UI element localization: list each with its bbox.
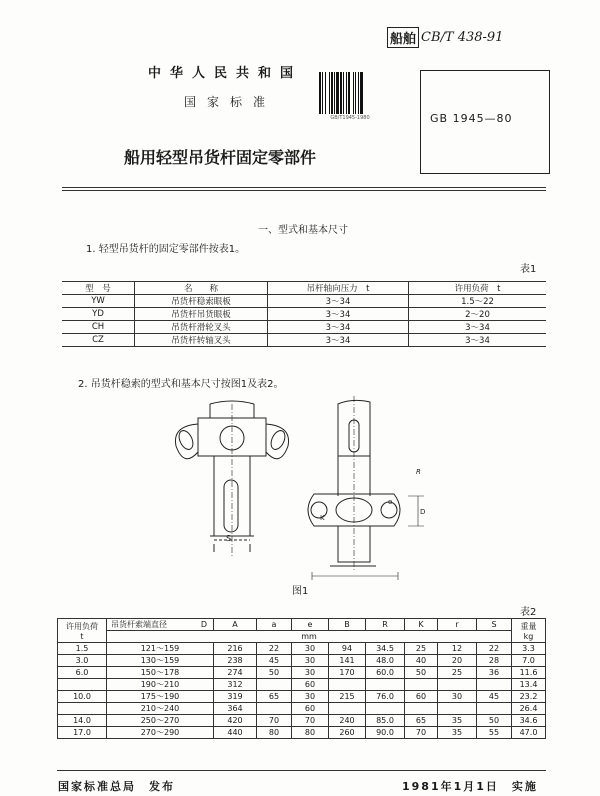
table-row <box>58 655 546 667</box>
paragraph-1: 1. 轻型吊货杆的固定零部件按表1。 <box>86 244 246 255</box>
label-s: S <box>226 534 232 543</box>
t2-header-B: B <box>329 619 366 631</box>
t2-header-e: e <box>292 619 329 631</box>
t2-cell-K: 25 <box>405 643 438 655</box>
table1-label: 表1 <box>520 264 537 275</box>
table-row <box>58 715 546 727</box>
t2-cell-S: 50 <box>477 715 512 727</box>
stamp-prefix: 船舶 <box>387 27 419 48</box>
t2-cell-dia: 270～290 <box>107 727 214 739</box>
t2-cell-R: 85.0 <box>366 715 405 727</box>
t1-cell: 2～20 <box>409 308 547 321</box>
t1-cell: 3～34 <box>268 308 409 321</box>
t2-cell-B: 94 <box>329 643 366 655</box>
t2-cell-load: 6.0 <box>58 667 107 679</box>
t2-header-A: A <box>214 619 257 631</box>
table-row <box>62 321 546 334</box>
t2-cell-B <box>329 679 366 691</box>
barcode-number: GB/T1945-1980 <box>330 115 370 121</box>
table-row <box>58 727 546 739</box>
t2-cell-r: 20 <box>438 655 477 667</box>
t2-cell-dia: 150～178 <box>107 667 214 679</box>
stamp-code: CB/T 438-91 <box>421 29 504 45</box>
t1-header-load: 许用负荷 t <box>409 282 547 295</box>
t2-cell-S: 28 <box>477 655 512 667</box>
standard-code: GB 1945—80 <box>430 112 513 125</box>
t2-cell-r <box>438 703 477 715</box>
t2-header-K: K <box>405 619 438 631</box>
t2-cell-load <box>58 703 107 715</box>
t2-cell-S <box>477 679 512 691</box>
t2-unit: mm <box>107 631 512 643</box>
figure-caption: 图1 <box>292 586 309 597</box>
t2-cell-a: 45 <box>257 655 292 667</box>
t2-cell-w: 26.4 <box>512 703 546 715</box>
t2-cell-r: 12 <box>438 643 477 655</box>
t2-header-R: R <box>366 619 405 631</box>
t2-cell-a: 70 <box>257 715 292 727</box>
t2-cell-B: 141 <box>329 655 366 667</box>
t2-cell-w: 13.4 <box>512 679 546 691</box>
technical-drawing <box>162 396 462 586</box>
section-heading: 一、型式和基本尺寸 <box>258 225 348 236</box>
table1-header <box>62 282 546 295</box>
t2-cell-A: 238 <box>214 655 257 667</box>
label-d: D <box>420 508 426 516</box>
table2-header <box>58 619 546 631</box>
table-row <box>62 334 546 347</box>
label-r: R <box>416 468 421 476</box>
t2-header-a: a <box>257 619 292 631</box>
t2-cell-w: 23.2 <box>512 691 546 703</box>
t2-cell-w: 7.0 <box>512 655 546 667</box>
t2-header-load: 许用负荷 t <box>58 619 107 643</box>
t2-cell-r <box>438 679 477 691</box>
t2-cell-w: 34.6 <box>512 715 546 727</box>
t2-cell-dia: 210～240 <box>107 703 214 715</box>
t2-cell-load <box>58 679 107 691</box>
t2-header-dia: 吊货杆索端直径 <box>107 619 196 631</box>
t2-cell-K: 70 <box>405 727 438 739</box>
table2-unit-row <box>58 631 546 643</box>
t2-cell-r: 35 <box>438 715 477 727</box>
t2-cell-dia: 190～210 <box>107 679 214 691</box>
t2-cell-a: 22 <box>257 643 292 655</box>
t2-cell-A: 440 <box>214 727 257 739</box>
table-row <box>58 667 546 679</box>
table-row <box>58 679 546 691</box>
t2-cell-a <box>257 679 292 691</box>
t2-cell-e: 30 <box>292 667 329 679</box>
t2-cell-load: 14.0 <box>58 715 107 727</box>
t2-cell-A: 274 <box>214 667 257 679</box>
t1-header-model: 型 号 <box>62 282 135 295</box>
table-row <box>58 691 546 703</box>
table2-label: 表2 <box>520 607 537 618</box>
t2-cell-e: 70 <box>292 715 329 727</box>
t2-cell-R: 34.5 <box>366 643 405 655</box>
t2-cell-e: 30 <box>292 655 329 667</box>
t2-cell-R: 60.0 <box>366 667 405 679</box>
effective-date: 1981年1月1日 实施 <box>402 780 538 793</box>
t2-cell-a: 50 <box>257 667 292 679</box>
t2-cell-w: 47.0 <box>512 727 546 739</box>
table-row <box>58 643 546 655</box>
t1-cell: 吊货杆滑轮叉头 <box>135 321 268 334</box>
t1-cell: YW <box>62 295 135 308</box>
t2-cell-K <box>405 703 438 715</box>
t2-cell-S: 22 <box>477 643 512 655</box>
t2-cell-w: 3.3 <box>512 643 546 655</box>
t1-cell: 1.5～22 <box>409 295 547 308</box>
t1-cell: 3～34 <box>268 334 409 347</box>
t2-header-weight: 重量 kg <box>512 619 546 643</box>
t1-cell: 吊货杆吊货眼板 <box>135 308 268 321</box>
t2-cell-B: 240 <box>329 715 366 727</box>
table-row <box>62 308 546 321</box>
front-view <box>175 401 288 556</box>
t2-cell-R: 90.0 <box>366 727 405 739</box>
t1-cell: 3～34 <box>268 321 409 334</box>
t2-cell-dia: 130～159 <box>107 655 214 667</box>
t2-cell-K: 50 <box>405 667 438 679</box>
t2-cell-e: 80 <box>292 727 329 739</box>
t2-cell-R: 48.0 <box>366 655 405 667</box>
t1-cell: 3～34 <box>409 321 547 334</box>
country-header: 中华人民共和国 <box>148 66 303 81</box>
t2-cell-A: 216 <box>214 643 257 655</box>
t2-cell-K: 65 <box>405 715 438 727</box>
t2-cell-a: 80 <box>257 727 292 739</box>
t2-cell-K: 60 <box>405 691 438 703</box>
table-row <box>62 295 546 308</box>
t2-cell-r: 35 <box>438 727 477 739</box>
t2-cell-r: 25 <box>438 667 477 679</box>
t1-cell: 吊货杆稳索眼板 <box>135 295 268 308</box>
t2-cell-e: 60 <box>292 703 329 715</box>
t1-header-name: 名 称 <box>135 282 268 295</box>
t2-cell-r: 30 <box>438 691 477 703</box>
t2-header-S: S <box>477 619 512 631</box>
t2-cell-K <box>405 679 438 691</box>
t2-cell-R <box>366 703 405 715</box>
t2-cell-e: 30 <box>292 643 329 655</box>
t2-cell-load: 1.5 <box>58 643 107 655</box>
t2-cell-w: 11.6 <box>512 667 546 679</box>
t2-cell-S: 45 <box>477 691 512 703</box>
t1-cell: 3～34 <box>268 295 409 308</box>
t2-cell-K: 40 <box>405 655 438 667</box>
t2-cell-R: 76.0 <box>366 691 405 703</box>
t2-cell-a <box>257 703 292 715</box>
divider-thin <box>62 190 546 191</box>
t2-cell-load: 10.0 <box>58 691 107 703</box>
barcode-image <box>318 72 380 114</box>
t2-cell-A: 364 <box>214 703 257 715</box>
standard-type-header: 国家标准 <box>184 95 277 109</box>
t2-cell-B: 170 <box>329 667 366 679</box>
label-e: e <box>388 498 393 506</box>
t1-cell: CH <box>62 321 135 334</box>
t2-cell-S <box>477 703 512 715</box>
t2-cell-A: 420 <box>214 715 257 727</box>
t2-header-r: r <box>438 619 477 631</box>
t2-cell-load: 17.0 <box>58 727 107 739</box>
t2-cell-dia: 250～270 <box>107 715 214 727</box>
divider-thick <box>62 187 546 188</box>
paragraph-2: 2. 吊货杆稳索的型式和基本尺寸按图1及表2。 <box>78 379 284 390</box>
footer-divider <box>57 770 546 771</box>
t1-cell: YD <box>62 308 135 321</box>
t2-cell-A: 319 <box>214 691 257 703</box>
side-view <box>308 396 424 580</box>
t2-cell-R <box>366 679 405 691</box>
t2-cell-a: 65 <box>257 691 292 703</box>
t2-cell-B <box>329 703 366 715</box>
table-2 <box>57 618 546 739</box>
table-1 <box>62 281 546 347</box>
t2-cell-dia: 175～190 <box>107 691 214 703</box>
t2-cell-B: 215 <box>329 691 366 703</box>
t2-cell-e: 60 <box>292 679 329 691</box>
table-row <box>58 703 546 715</box>
t2-cell-A: 312 <box>214 679 257 691</box>
t2-header-D: D <box>195 619 214 631</box>
archive-stamp <box>387 24 529 50</box>
t1-cell: CZ <box>62 334 135 347</box>
publisher: 国家标准总局 发布 <box>58 780 175 793</box>
t2-cell-S: 36 <box>477 667 512 679</box>
t1-header-pressure: 吊杆轴向压力 t <box>268 282 409 295</box>
t2-cell-B: 260 <box>329 727 366 739</box>
label-k: K <box>320 514 325 522</box>
t1-cell: 吊货杆转轴叉头 <box>135 334 268 347</box>
t2-cell-load: 3.0 <box>58 655 107 667</box>
t1-cell: 3～34 <box>409 334 547 347</box>
t2-cell-e: 30 <box>292 691 329 703</box>
document-title: 船用轻型吊货杆固定零部件 <box>124 148 317 167</box>
t2-cell-S: 55 <box>477 727 512 739</box>
t2-cell-dia: 121～159 <box>107 643 214 655</box>
